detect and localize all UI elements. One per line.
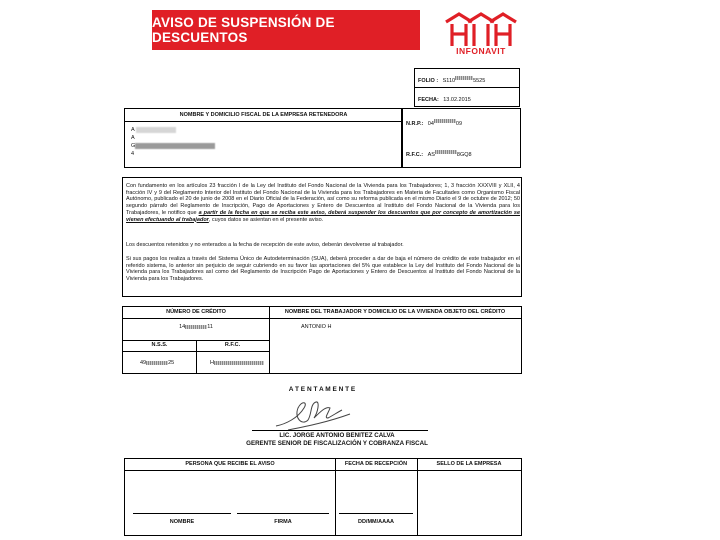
credit-end: 11 xyxy=(207,324,213,330)
date-line xyxy=(339,513,413,514)
document-title: AVISO DE SUSPENSIÓN DE DESCUENTOS xyxy=(152,15,335,45)
employer-line-1: A xyxy=(131,127,135,133)
folio-box xyxy=(414,68,520,107)
paragraph-1-text: Con fundamento en los artículos 23 fracción I de la Ley del Instituto del Fondo Nacional de la Vivienda para los Trabajadores; 1, 3 fracción XXXVIII y XLII, 4 fracción IV y 9 del Reglamento Interior del Instituto del Fondo Nacional de la Vivienda para los Trabajadores en Materia de Facultades como Organismo Fiscal Autónomo, publicado el 20 de junio de 2008 en el Diario Oficial de la Federación, así como su reforma publicada en el mismo Diario el 9 de octubre de 2012; 50 segundo párrafo del Reglamento de Inscripción, Pago de Aportaciones y Entero de Descuentos al Instituto del Fondo Nacional de la Vivienda para los Trabajadores, le notifico que xyxy=(126,183,520,216)
employer-line-4: 4 xyxy=(131,151,135,157)
fecha-label: FECHA: xyxy=(418,97,439,103)
worker-rfc-label: R.F.C. xyxy=(224,342,241,348)
paragraph-1-emphasis: a partir de la fecha en que se reciba este aviso, deberá suspender los descuentos que por concepto de amortización se vienen efectuando al trabajador xyxy=(126,209,521,223)
nss-end: 25 xyxy=(168,360,175,366)
signature-icon xyxy=(268,396,358,434)
worker-header: NOMBRE DEL TRABAJADOR Y DOMICILIO DE LA VIVIENDA OBJETO DEL CRÉDITO xyxy=(284,309,506,315)
atentamente-label: A T E N T A M E N T E xyxy=(288,386,356,393)
signature-line xyxy=(252,430,428,431)
worker-rfc-value xyxy=(210,360,264,366)
nss-start: 49 xyxy=(140,360,147,366)
signer-name: LIC. JORGE ANTONIO BENITEZ CALVA xyxy=(279,432,395,439)
folio-value-end: 5525 xyxy=(473,78,486,84)
rfc-end: 8GQ8 xyxy=(456,152,472,158)
credit-number-header: NÚMERO DE CRÉDITO xyxy=(166,309,226,315)
paragraph-sua: Si sus pagos los realiza a través del Sistema Único de Autodeterminación (SUA), deberá proceder a dar de baja el número de crédito de este trabajador en el referido sistema, lo anterior sin perjuicio de seguir cubriendo en su favor las aportaciones del 5% que establece la Ley del Instituto del Fondo Nacional de la Vivienda para los Trabajadores así como del Reglamento de Inscripción Pago de Aportaciones y Entero de Descuentos al Instituto del Fondo Nacional de la Vivienda para los Trabajadores. xyxy=(126,256,520,283)
nss-label: N.S.S. xyxy=(151,342,168,348)
signer-title: GERENTE SENIOR DE FISCALIZACIÓN Y COBRANZA FISCAL xyxy=(246,440,428,447)
credit-number xyxy=(123,324,269,330)
worker-rfc-start: H xyxy=(210,360,214,366)
rfc-mask xyxy=(435,150,457,154)
receipt-box xyxy=(124,458,522,536)
nrp-mask xyxy=(434,119,456,123)
logo-text: INFONAVIT xyxy=(456,46,506,56)
employer-line-3: G xyxy=(131,143,136,149)
credit-start: 14 xyxy=(179,324,186,330)
nrp-end: 09 xyxy=(455,121,463,127)
employer-box xyxy=(124,108,403,168)
rfc-start: AS xyxy=(427,152,435,158)
employer-ids-box xyxy=(401,108,521,168)
nrp-label: N.R.P.: xyxy=(406,121,424,127)
folio-mask xyxy=(455,76,473,80)
credit-mask xyxy=(185,325,207,329)
fecha-value: 13.02.2015 xyxy=(443,97,471,103)
company-seal-header: SELLO DE LA EMPRESA xyxy=(436,461,502,467)
firma-line xyxy=(237,513,329,514)
employer-address xyxy=(125,122,402,158)
nss-value xyxy=(140,360,174,366)
paragraph-refund: Los descuentos retenidos y no enterados a la fecha de recepción de este aviso, deberán devolverse al trabajador. xyxy=(126,242,404,248)
folio-value-start: S110 xyxy=(442,78,456,84)
worker-rfc-mask xyxy=(214,361,264,365)
nrp-start: 04 xyxy=(427,121,434,127)
paragraph-1-end: , cuyos datos se asientan en el presente aviso. xyxy=(208,216,324,223)
nombre-line xyxy=(133,513,231,514)
redacted-block xyxy=(136,127,176,133)
receiver-header: PERSONA QUE RECIBE EL AVISO xyxy=(185,461,275,467)
credit-box xyxy=(122,306,522,374)
paragraph-legal-basis xyxy=(126,183,520,223)
date-format-label: DD/MM/AAAA xyxy=(357,519,395,525)
folio-label: FOLIO : xyxy=(418,78,439,84)
nss-mask xyxy=(146,361,168,365)
firma-label: FIRMA xyxy=(274,519,292,525)
document-title-banner xyxy=(152,10,420,50)
worker-name: ANTONIO H xyxy=(301,324,332,330)
redacted-block xyxy=(135,143,215,149)
reception-date-header: FECHA DE RECEPCIÓN xyxy=(344,461,408,467)
employer-line-2: A xyxy=(131,135,135,141)
nombre-label: NOMBRE xyxy=(169,519,195,525)
employer-header: NOMBRE Y DOMICILIO FISCAL DE LA EMPRESA RETENEDORA xyxy=(125,109,402,122)
rfc-label: R.F.C.: xyxy=(406,152,424,158)
